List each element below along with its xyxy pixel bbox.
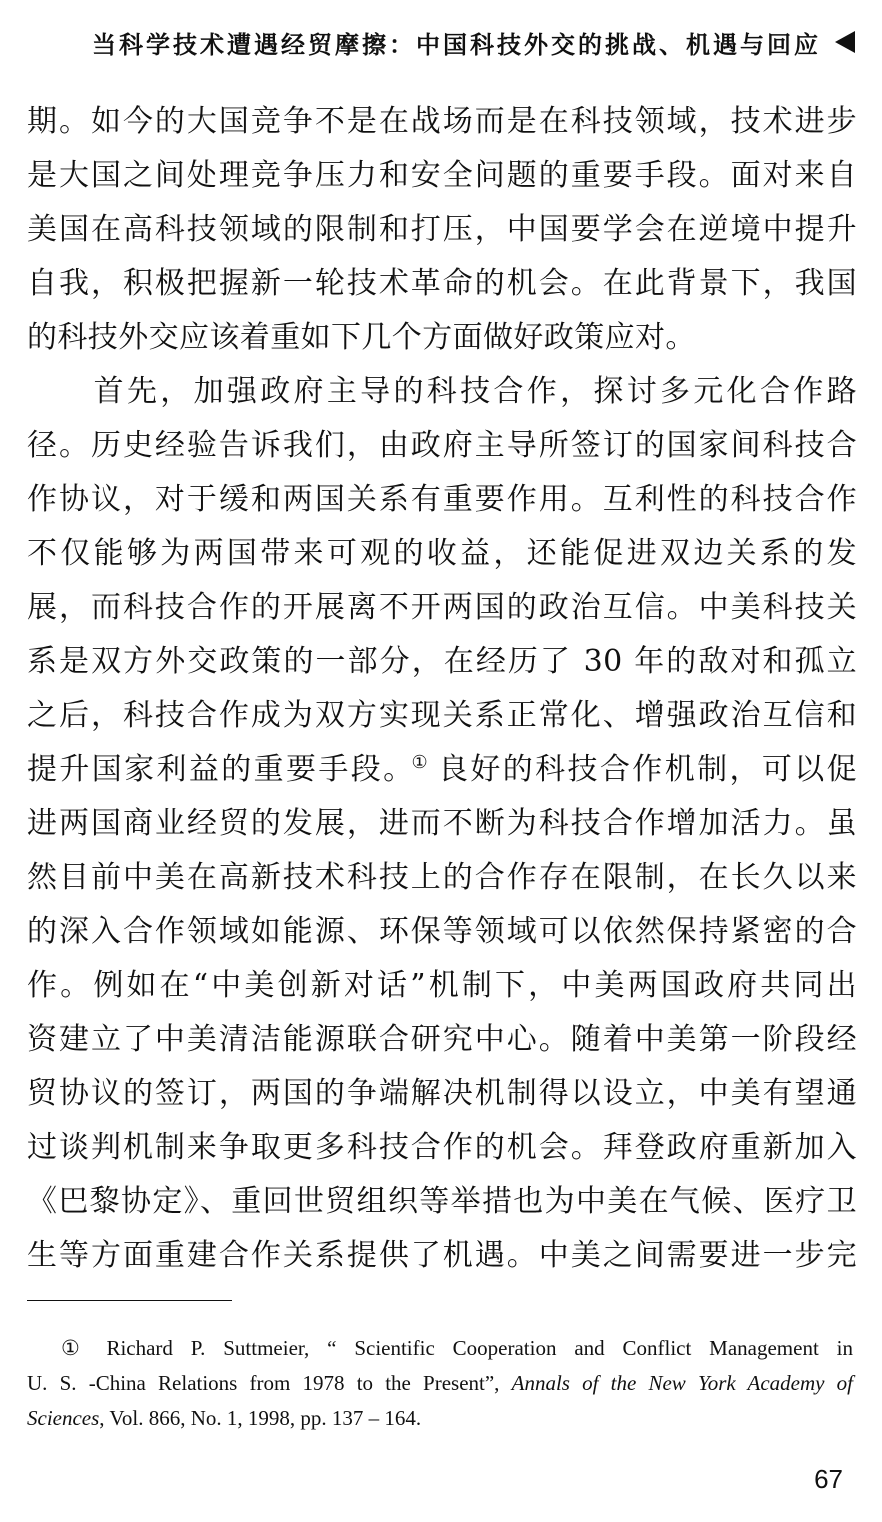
- running-header: [90, 24, 855, 60]
- footnote-line: [27, 1331, 853, 1366]
- footnote-text: , Vol. 866, No. 1, 1998, pp. 137 – 164.: [99, 1406, 422, 1430]
- body-line-with-footnote: [27, 743, 857, 797]
- body-line: 是大国之间处理竞争压力和安全问题的重要手段。面对来自: [27, 158, 857, 193]
- body-line: 期。如今的大国竞争不是在战场而是在科技领域，技术进步: [27, 104, 857, 139]
- footnote-text: Richard P. Suttmeier, “ Scientific Cooperation and Conflict Management in: [106, 1336, 853, 1360]
- body-line: 径。历史经验告诉我们，由政府主导所签订的国家间科技合: [27, 428, 857, 463]
- body-line: 作。例如在“中美创新对话”机制下，中美两国政府共同出: [27, 968, 857, 1003]
- body-line: 首先，加强政府主导的科技合作，探讨多元化合作路: [27, 374, 857, 409]
- body-line: 作协议，对于缓和两国关系有重要作用。互利性的科技合作: [27, 482, 857, 517]
- body-line: 资建立了中美清洁能源联合研究中心。随着中美第一阶段经: [27, 1022, 857, 1057]
- body-line: 的深入合作领域如能源、环保等领域可以依然保持紧密的合: [27, 914, 857, 949]
- body-line: 进两国商业经贸的发展，进而不断为科技合作增加活力。虽: [27, 806, 857, 841]
- journal-title: Annals of the New York Academy of: [511, 1371, 853, 1395]
- body-line: 的科技外交应该着重如下几个方面做好政策应对。: [27, 320, 696, 355]
- body-line: 展，而科技合作的开展离不开两国的政治互信。中美科技关: [27, 590, 857, 625]
- footnote-line: [27, 1401, 853, 1436]
- body-line: 过谈判机制来争取更多科技合作的机会。拜登政府重新加入: [27, 1130, 857, 1165]
- body-line: 之后，科技合作成为双方实现关系正常化、增强政治互信和: [27, 698, 857, 733]
- running-header-title: 当科学技术遭遇经贸摩擦：中国科技外交的挑战、机遇与回应: [92, 30, 821, 59]
- body-line: 《巴黎协定》、重回世贸组织等举措也为中美在气候、医疗卫: [27, 1184, 857, 1219]
- journal-title: Sciences: [27, 1406, 100, 1430]
- body-text: [27, 95, 857, 1283]
- page-number: 67: [814, 1464, 843, 1494]
- footnote-text: U. S. -China Relations from 1978 to the Present”,: [27, 1371, 512, 1395]
- left-triangle-icon: [835, 31, 855, 53]
- body-line: 不仅能够为两国带来可观的收益，还能促进双边关系的发: [27, 536, 857, 571]
- body-line: 生等方面重建合作关系提供了机遇。中美之间需要进一步完: [27, 1238, 857, 1273]
- footnote-marker: ①: [61, 1336, 93, 1360]
- footnote-reference: ①: [411, 752, 431, 773]
- footnote: [27, 1331, 853, 1436]
- body-line: 美国在高科技领域的限制和打压，中国要学会在逆境中提升: [27, 212, 857, 247]
- footnote-line: [27, 1366, 853, 1401]
- body-line: 贸协议的签订，两国的争端解决机制得以设立，中美有望通: [27, 1076, 857, 1111]
- body-line: 系是双方外交政策的一部分，在经历了 30 年的敌对和孤立: [27, 644, 857, 679]
- body-line: 自我，积极把握新一轮技术革命的机会。在此背景下，我国: [27, 266, 857, 301]
- body-line-segment: 良好的科技合作机制，可以促: [438, 752, 857, 787]
- body-line: 然目前中美在高新技术科技上的合作存在限制，在长久以来: [27, 860, 857, 895]
- body-line-segment: 提升国家利益的重要手段。: [27, 752, 416, 787]
- footnote-divider: [27, 1300, 232, 1301]
